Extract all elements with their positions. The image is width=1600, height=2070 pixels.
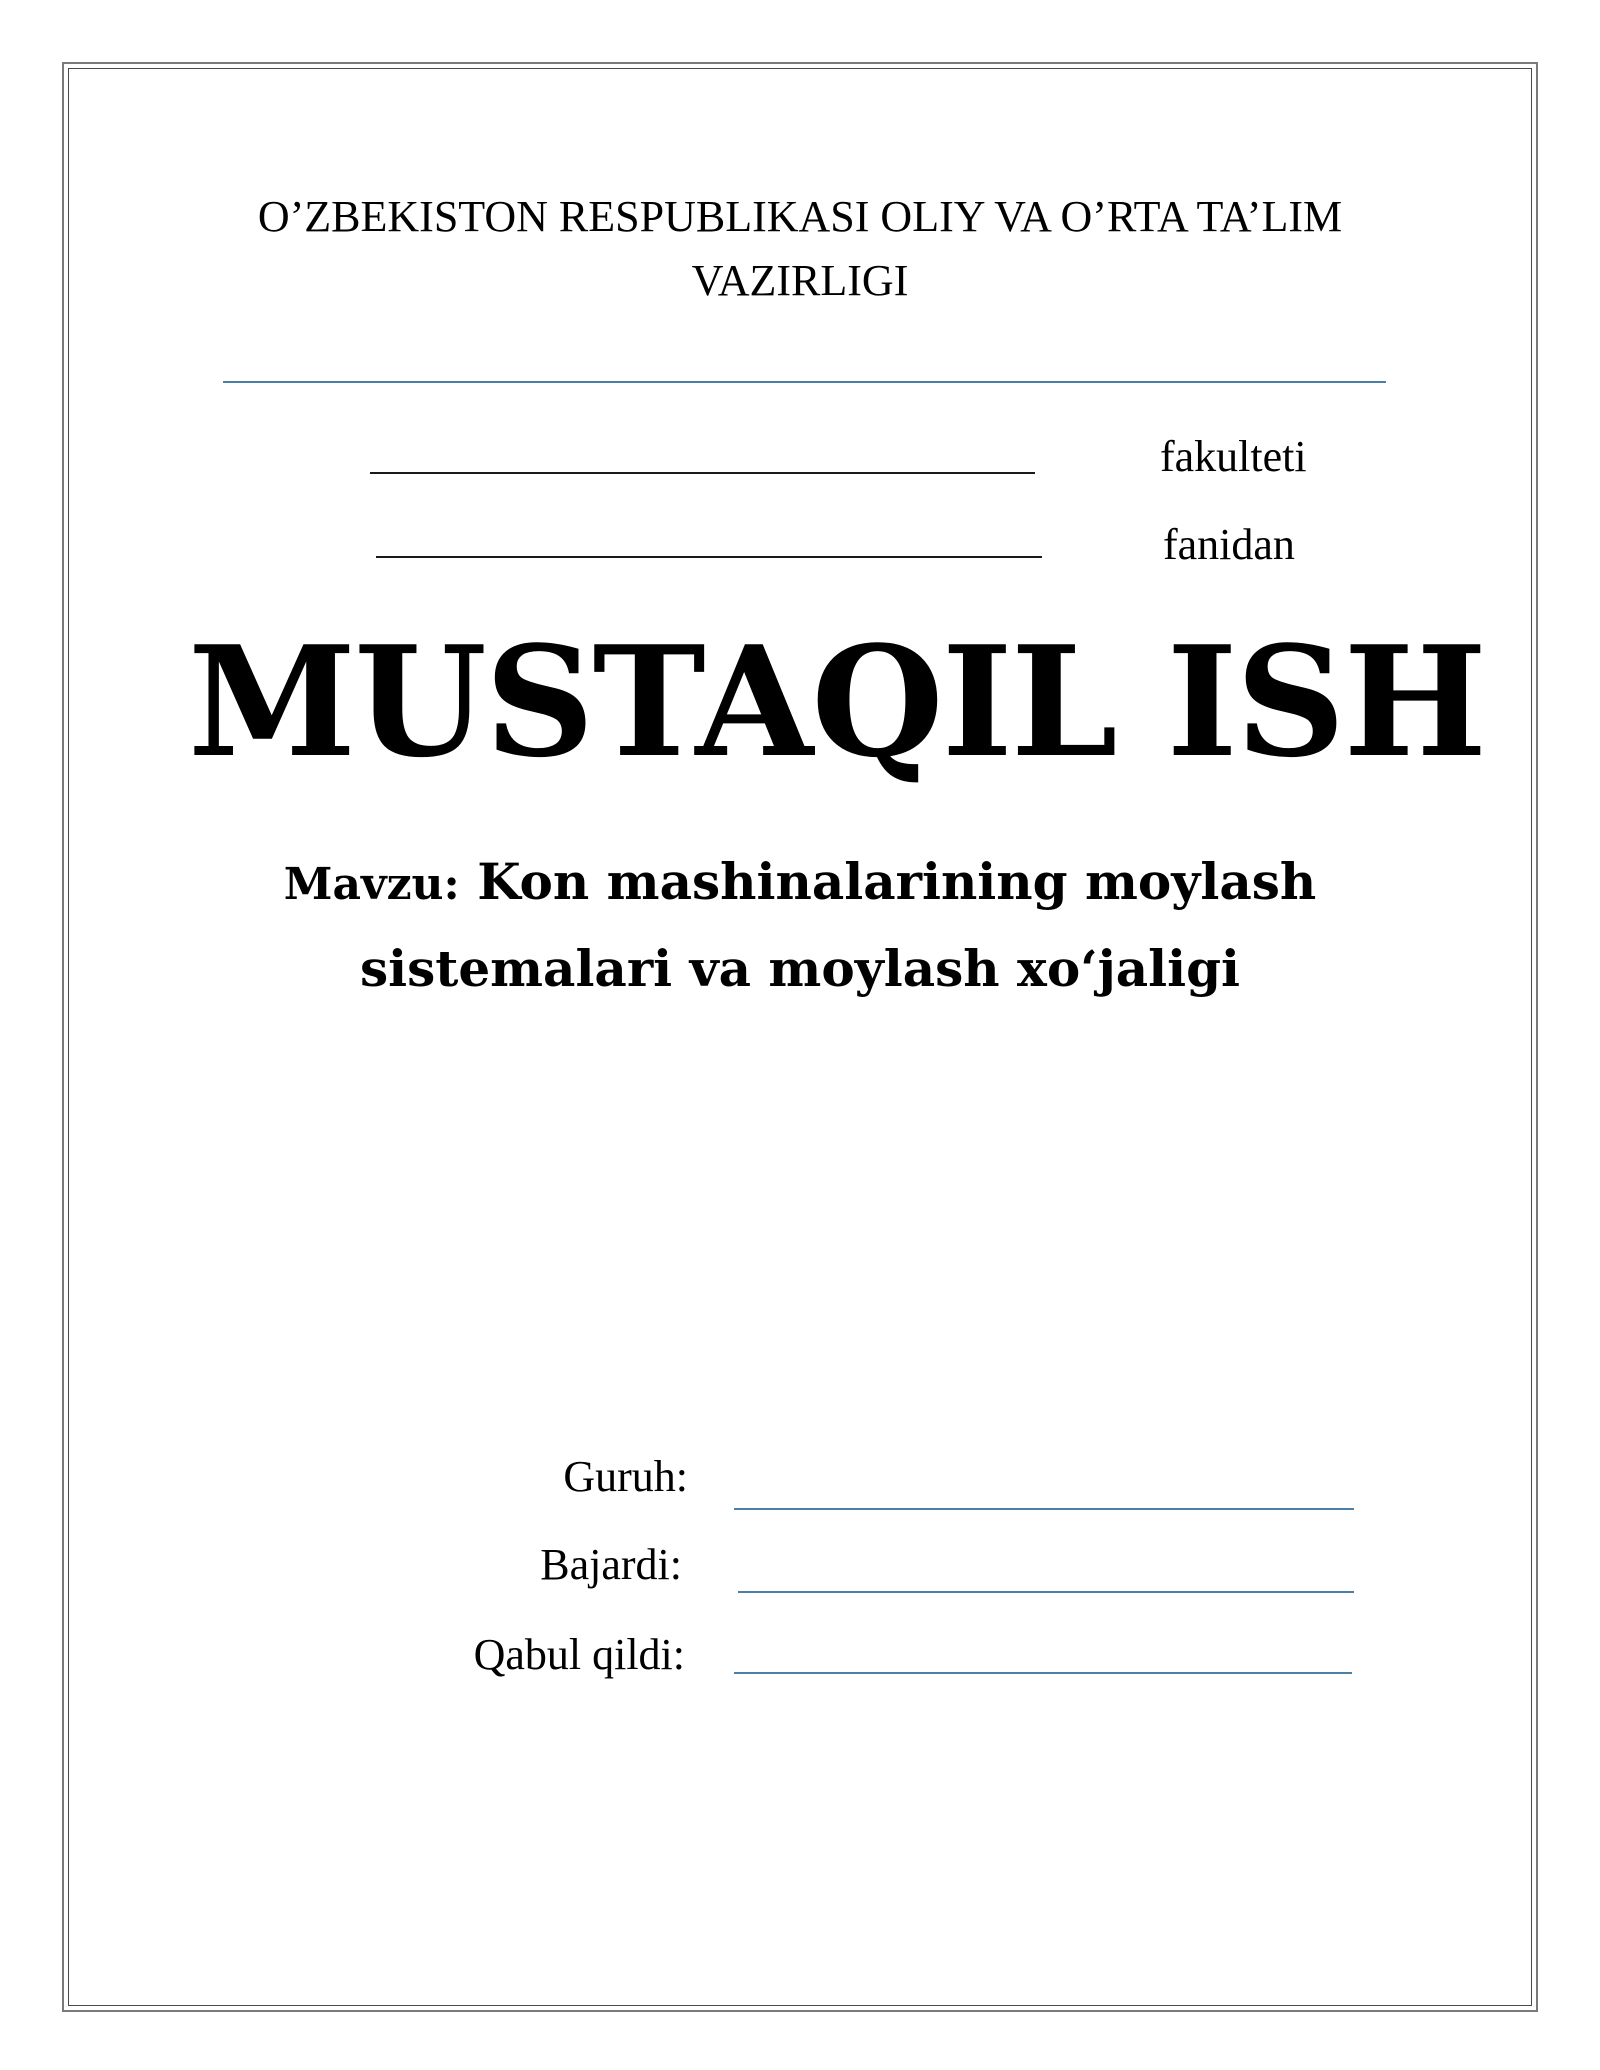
document-title: MUSTAQIL ISH	[188, 612, 1486, 791]
group-blank-line[interactable]	[734, 1508, 1354, 1510]
topic-block	[200, 840, 1400, 1011]
ministry-heading	[140, 185, 1460, 313]
page-border-inner	[68, 68, 1532, 2006]
performed-by-blank-line[interactable]	[738, 1591, 1354, 1593]
ministry-line-2: VAZIRLIGI	[691, 256, 909, 305]
topic-text-1: Kon mashinalarining moylash	[477, 852, 1317, 911]
accepted-by-blank-line[interactable]	[734, 1672, 1352, 1674]
topic-text-2: sistemalari va moylash xo‘jaligi	[359, 939, 1241, 998]
subject-suffix: fanidan	[1163, 520, 1295, 569]
accepted-by-label: Qabul qildi:	[473, 1630, 685, 1679]
group-label: Guruh:	[563, 1452, 688, 1501]
faculty-blank-line[interactable]	[370, 472, 1035, 474]
performed-by-label: Bajardi:	[540, 1540, 682, 1589]
header-divider	[223, 381, 1386, 383]
ministry-line-1: O’ZBEKISTON RESPUBLIKASI OLIY VA O’RTA TA’LIM	[257, 192, 1343, 241]
topic-line-1	[200, 840, 1400, 927]
subject-blank-line[interactable]	[376, 556, 1042, 558]
topic-label: Mavzu:	[283, 859, 460, 910]
faculty-suffix: fakulteti	[1160, 432, 1307, 481]
